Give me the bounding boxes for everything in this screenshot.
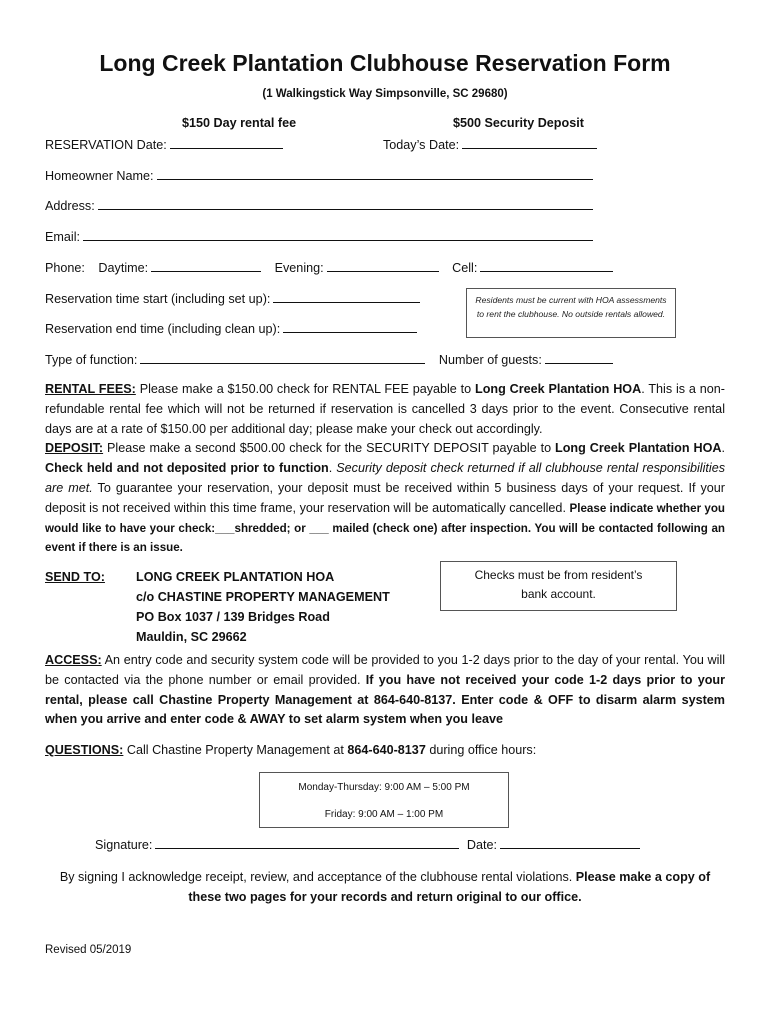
time-end-label: Reservation end time (including clean up): — [45, 322, 281, 336]
deposit-payee: Long Creek Plantation HOA — [555, 441, 722, 456]
checks-note-box — [440, 561, 677, 611]
address-field[interactable] — [98, 197, 593, 210]
todays-date-label: Today’s Date: — [383, 138, 460, 152]
cell-label: Cell: — [452, 261, 478, 275]
residents-note-box — [466, 288, 676, 338]
questions-phone: 864-640-8137 — [347, 743, 426, 757]
deposit-check-option-text: Please indicate whether you would like to have your check:___shredded; or ___ mailed (check one) after inspection. You will be contacted following an event if there is an issue. — [45, 501, 725, 555]
rental-fee-label: $150 Day rental fee — [182, 116, 297, 130]
signature-date-label: Date: — [466, 838, 498, 852]
rental-fees-payee: Long Creek Plantation HOA — [475, 382, 642, 396]
questions-text-1: Call Chastine Property Management at — [123, 743, 348, 757]
time-end-field[interactable] — [283, 320, 417, 333]
deposit-text-3: . — [328, 461, 337, 476]
cell-phone-field[interactable] — [480, 259, 613, 272]
homeowner-name-row — [45, 167, 593, 183]
acknowledge-paragraph — [45, 867, 725, 907]
email-field[interactable] — [83, 228, 593, 241]
form-subtitle: (1 Walkingstick Way Simpsonville, SC 29680) — [262, 88, 508, 100]
number-of-guests-field[interactable] — [545, 351, 613, 364]
deposit-text-1: Please make a second $500.00 check for the SECURITY DEPOSIT payable to — [103, 441, 556, 456]
rental-fees-paragraph — [45, 380, 725, 558]
time-start-row — [45, 290, 420, 306]
send-to-line-2: c/o CHASTINE PROPERTY MANAGEMENT — [136, 590, 390, 604]
homeowner-name-field[interactable] — [157, 167, 593, 180]
access-heading: ACCESS: — [45, 653, 102, 667]
evening-phone-field[interactable] — [327, 259, 439, 272]
signature-field[interactable] — [155, 836, 459, 849]
send-to-line-3: PO Box 1037 / 139 Bridges Road — [136, 610, 330, 624]
reservation-date-field[interactable] — [170, 136, 283, 149]
deposit-held-text: Check held and not deposited prior to function — [45, 461, 329, 476]
questions-text-2: during office hours: — [425, 743, 537, 757]
signature-label: Signature: — [95, 838, 153, 852]
homeowner-name-label: Homeowner Name: — [45, 169, 154, 183]
deposit-text-4: To guarantee your reservation, your deposit must be received within 5 business days of your request. If your deposit is not received within this time frame, your reservation will be automatically cancelled. — [45, 480, 725, 515]
daytime-label: Daytime: — [98, 261, 149, 275]
type-of-function-field[interactable] — [140, 351, 425, 364]
send-to-line-4: Mauldin, SC 29662 — [136, 630, 247, 644]
send-to-label: SEND TO: — [45, 570, 105, 584]
questions-line — [45, 743, 536, 757]
revised-date: Revised 05/2019 — [45, 944, 132, 956]
reservation-date-label: RESERVATION Date: — [45, 138, 167, 152]
phone-row — [45, 259, 613, 275]
access-paragraph — [45, 651, 725, 730]
function-row — [45, 351, 613, 367]
deposit-heading: DEPOSIT: — [45, 441, 104, 456]
email-row — [45, 228, 593, 244]
phone-label: Phone: — [45, 261, 85, 275]
email-label: Email: — [45, 230, 80, 244]
access-text: An entry code and security system code will be provided to you 1-2 days prior to the day of your rental. You will be contacted via the phone number or email provided. — [45, 653, 725, 687]
todays-date-row — [383, 136, 597, 152]
todays-date-field[interactable] — [462, 136, 597, 149]
address-label: Address: — [45, 199, 95, 213]
evening-label: Evening: — [274, 261, 324, 275]
acknowledge-bold-text: Please make a copy of these two pages for your records and return original to our office. — [188, 870, 711, 904]
hours-line-1: Monday-Thursday: 9:00 AM – 5:00 PM — [298, 782, 470, 793]
signature-date-field[interactable] — [500, 836, 640, 849]
address-row — [45, 197, 593, 213]
reservation-date-row — [45, 136, 283, 152]
time-end-row — [45, 320, 417, 336]
acknowledge-text: By signing I acknowledge receipt, review, and acceptance of the clubhouse rental violations. — [59, 870, 576, 884]
office-hours-box — [259, 772, 509, 828]
signature-row — [95, 836, 640, 852]
rental-fees-text-1: Please make a $150.00 check for RENTAL FEE payable to — [135, 382, 476, 396]
security-deposit-label: $500 Security Deposit — [453, 116, 584, 130]
daytime-phone-field[interactable] — [151, 259, 261, 272]
number-of-guests-label: Number of guests: — [438, 353, 542, 367]
send-to-line-1: LONG CREEK PLANTATION HOA — [136, 570, 335, 584]
deposit-italic-text: Security deposit check returned if all clubhouse rental responsibilities are met. — [45, 461, 725, 495]
time-start-label: Reservation time start (including set up): — [45, 292, 271, 306]
time-start-field[interactable] — [273, 290, 420, 303]
rental-fees-text-2: . This is a non-refundable rental fee which will not be returned if reservation is cancelled 3 days prior to the event. Consecutive rental days are at a rate of $150.00 per additional day; please make your check out accordingly. — [45, 382, 725, 436]
type-of-function-label: Type of function: — [45, 353, 138, 367]
form-title: Long Creek Plantation Clubhouse Reservation Form — [99, 50, 671, 76]
access-bold-text: If you have not received your code 1-2 days prior to your rental, please call Chastine Property Management at 864-640-8137. Enter code & OFF to disarm alarm system when you arrive and enter code & AWAY to set alarm system when you leave — [45, 672, 725, 727]
checks-note-text: Checks must be from resident’s bank account. — [474, 568, 643, 601]
hours-line-2: Friday: 9:00 AM – 1:00 PM — [324, 809, 444, 820]
residents-note-text: Residents must be current with HOA assessments to rent the clubhouse. No outside rentals allowed. — [475, 295, 667, 319]
rental-fees-heading: RENTAL FEES: — [45, 382, 136, 396]
questions-heading: QUESTIONS: — [45, 743, 124, 757]
deposit-text-2: . — [721, 441, 725, 456]
